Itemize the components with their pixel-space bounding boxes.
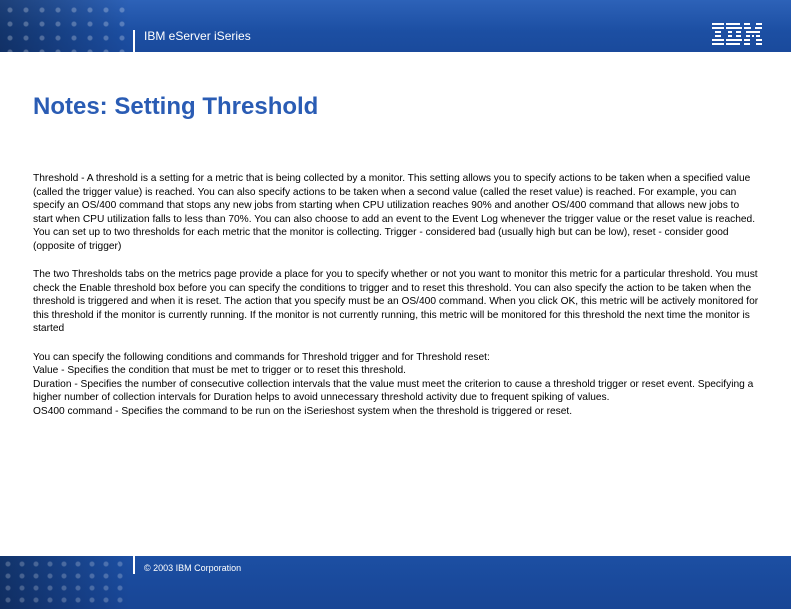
copyright-notice: © 2003 IBM Corporation bbox=[144, 563, 242, 573]
notes-body bbox=[33, 172, 761, 418]
page-title: Notes: Setting Threshold bbox=[33, 93, 319, 120]
conditions-intro: You can specify the following conditions and commands for Threshold trigger and for Threshold reset: bbox=[33, 351, 490, 363]
header-divider bbox=[133, 30, 135, 52]
footer-divider bbox=[133, 556, 135, 574]
footer-bar bbox=[0, 556, 791, 609]
header-texture bbox=[0, 0, 130, 52]
header-bar bbox=[0, 0, 791, 52]
conditions-list bbox=[33, 351, 761, 419]
value-definition: Value - Specifies the condition that must be met to trigger or to reset this threshold. bbox=[33, 365, 406, 376]
ibm-logo-icon bbox=[712, 22, 762, 46]
os400-command-definition: OS400 command - Specifies the command to be run on the iSerieshost system when the threshold is triggered or reset. bbox=[33, 405, 573, 417]
thresholds-tabs-paragraph: The two Thresholds tabs on the metrics page provide a place for you to specify whether or not you want to monitor this metric for a particular threshold. You must check the Enable threshold box before you can specify the conditions to trigger and to reset this threshold. You can also specify the action to be taken when the threshold is triggered and when it is reset. The action that you specify must be an OS/400 command. When you click OK, this metric will be actively monitored for this threshold if the monitor is currently running. If the monitor is not currently running, this metric will be monitored for this threshold the next time the monitor is started bbox=[33, 269, 759, 334]
duration-definition: Duration - Specifies the number of consecutive collection intervals that the value must meet the criterion to cause a threshold trigger or reset event. Specifying a higher number of collection intervals for Duration helps to avoid unnecessary threshold activity due to frequent spiking of values. bbox=[33, 378, 754, 403]
product-name: IBM eServer iSeries bbox=[144, 29, 251, 43]
threshold-definition-paragraph: Threshold - A threshold is a setting for a metric that is being collected by a monitor. This setting allows you to specify actions to be taken when a specified value (called the trigger value) is reached. You can also specify actions to be taken when a second value (called the reset value) is reached. For example, you can specify an OS/400 command that stops any new jobs from starting when CPU utilization reaches 90% and another OS/400 command that allows new jobs to start when CPU utilization falls to less than 70%. You can also choose to add an event to the Event Log whenever the trigger value or the reset value is reached. You can set up to two thresholds for each metric that the monitor is collecting. Trigger - considered bad (usually high but can be low), reset - consider good (opposite of trigger) bbox=[33, 173, 756, 252]
footer-texture bbox=[0, 556, 130, 609]
